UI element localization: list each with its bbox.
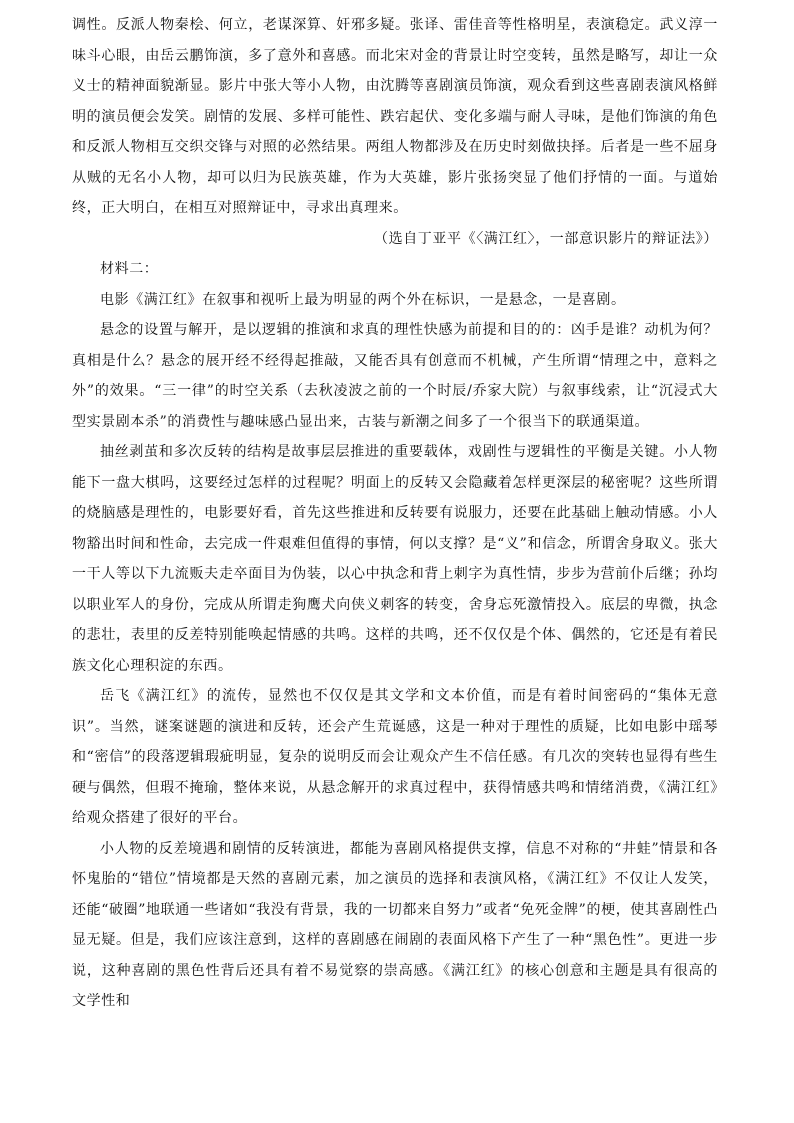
paragraph-material-one-end: 调性。反派人物秦桧、何立，老谋深算、奸邪多疑。张译、雷佳音等性格明星，表演稳定。武义淳一味斗心眼，由岳云鹏饰演，多了意外和喜感。而北宋对金的背景让时空变转，虽然是略写，却让一众义士的精神面貌渐显。影片中张大等小人物，由沈腾等喜剧演员饰演，观众看到这些喜剧表演风格鲜明的演员便会发笑。剧情的发展、多样可能性、跌宕起伏、变化多端与耐人寻味，是他们饰演的角色和反派人物相互交织交锋与对照的必然结果。两组人物都涉及在历史时刻做抉择。后者是一些不屈身从贼的无名小人物，却可以归为民族英雄，作为大英雄，影片张扬突显了他们抒情的一面。与道始终，正大明白，在相互对照辩证中，寻求出真理来。 (72, 17, 718, 216)
paragraph-suspense: 悬念的设置与解开，是以逻辑的推演和求真的理性快感为前提和目的的：凶手是谁？动机为何？真相是什么？悬念的展开经不经得起推敲，又能否具有创意而不机械，产生所谓“情理之中，意料之外”的效果。“三一律”的时空关系（去秋凌波之前的一个时辰/乔家大院）与叙事线索，让“沉浸式大型实景剧本杀”的消费性与趣味感凸显出来，古装与新潮之间多了一个很当下的联通渠道。 (72, 322, 718, 430)
paragraph-comedy: 小人物的反差境遇和剧情的反转演进，都能为喜剧风格提供支撑，信息不对称的“井蛙”情景和各怀鬼胎的“错位”情境都是天然的喜剧元素，加之演员的选择和表演风格，《满江红》不仅让人发笑，还能“破圈”地联通一些诸如“我没有背景，我的一切都来自努力”或者“免死金牌”的梗，使其喜剧性凸显无疑。但是，我们应该注意到，这样的喜剧感在闹剧的表面风格下产生了一种“黑色性”。更进一步说，这种喜剧的黑色性背后还具有着不易觉察的崇高感。《满江红》的核心创意和主题是具有很高的文学性和 (72, 840, 718, 1009)
document-page (72, 0, 718, 1017)
paragraph-legacy: 岳飞《满江红》的流传，显然也不仅仅是其文学和文本价值，而是有着时间密码的“集体无意识”。当然，谜案谜题的演进和反转，还会产生荒诞感，这是一种对于理性的质疑，比如电影中瑶琴和“密信”的段落逻辑瑕疵明显，复杂的说明反而会让观众产生不信任感。有几次的突转也显得有些生硬与偶然，但瑕不掩瑜，整体来说，从悬念解开的求真过程中，获得情感共鸣和情绪消费，《满江红》给观众搭建了很好的平台。 (72, 688, 718, 826)
paragraph-structure: 抽丝剥茧和多次反转的结构是故事层层推进的重要载体，戏剧性与逻辑性的平衡是关键。小人物能下一盘大棋吗，这要经过怎样的过程呢？明面上的反转又会隐藏着怎样更深层的秘密呢？这些所谓的烧脑感是理性的，电影要好看，首先这些推进和反转要有说服力，还要在此基础上触动情感。小人物豁出时间和性命，去完成一件艰难但值得的事情，何以支撑？是“义”和信念，所谓舍身取义。张大一干人等以下九流贩夫走卒面目为伪装，以心中执念和背上刺字为真性情，步步为营前仆后继；孙均以职业军人的身份，完成从所谓走狗鹰犬向侠义刺客的转变，舍身忘死激情投入。底层的卑微，执念的悲壮，表里的反差特别能唤起情感的共鸣。这样的共鸣，还不仅仅是个体、偶然的，它还是有着民族文化心理积淀的东西。 (72, 444, 718, 674)
source-citation: （选自丁亚平《〈满江红〉，一部意识影片的辩证法》） (374, 230, 718, 247)
material-two-label: 材料二： (100, 261, 159, 277)
paragraph-intro: 电影《满江红》在叙事和视听上最为明显的两个外在标识，一是悬念，一是喜剧。 (100, 291, 626, 308)
